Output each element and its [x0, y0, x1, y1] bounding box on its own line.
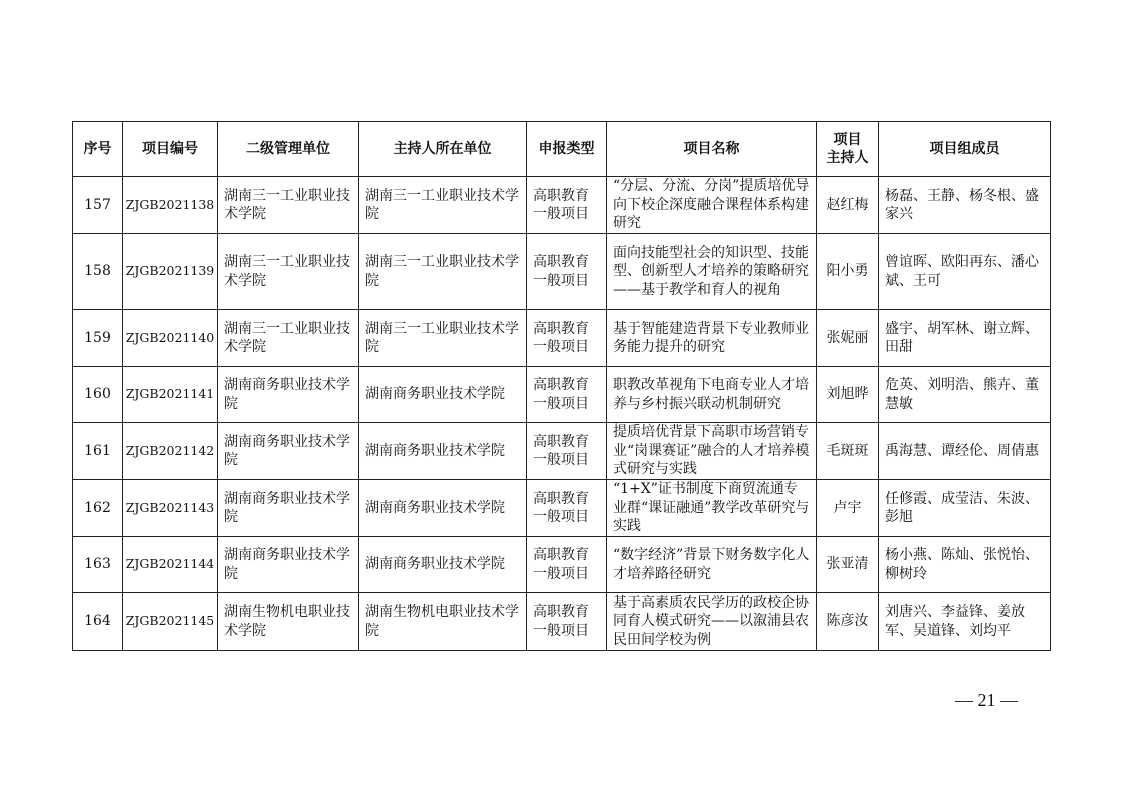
table-row [73, 234, 1051, 310]
table-row [73, 177, 1051, 234]
table-row [73, 310, 1051, 367]
header-host-line1: 项目 [833, 132, 862, 148]
cell-management-unit: 湖南商务职业技术学院 [218, 537, 359, 593]
cell-application-type: 高职教育一般项目 [527, 234, 607, 310]
cell-seq: 163 [73, 537, 123, 593]
cell-application-type: 高职教育一般项目 [527, 593, 607, 651]
cell-project-host: 刘旭晔 [817, 367, 879, 423]
cell-project-name: “数字经济”背景下财务数字化人才培养路径研究 [607, 537, 817, 593]
cell-project-host: 赵红梅 [817, 177, 879, 234]
cell-project-host: 卢宇 [817, 480, 879, 537]
cell-members: 危英、刘明浩、熊卉、董慧敏 [879, 367, 1051, 423]
cell-project-name: 基于高素质农民学历的政校企协同育人模式研究——以溆浦县农民田间学校为例 [607, 593, 817, 651]
cell-project-code: ZJGB2021145 [123, 593, 218, 651]
cell-project-name: 基于智能建造背景下专业教师业务能力提升的研究 [607, 310, 817, 367]
cell-project-host: 张妮丽 [817, 310, 879, 367]
cell-project-code: ZJGB2021143 [123, 480, 218, 537]
cell-members: 任修霞、成莹洁、朱波、彭旭 [879, 480, 1051, 537]
project-table [72, 121, 1051, 651]
header-seq: 序号 [73, 122, 123, 177]
table-row [73, 423, 1051, 480]
cell-members: 曾谊晖、欧阳再东、潘心斌、王可 [879, 234, 1051, 310]
cell-project-code: ZJGB2021139 [123, 234, 218, 310]
cell-host-unit: 湖南生物机电职业技术学院 [359, 593, 527, 651]
cell-host-unit: 湖南三一工业职业技术学院 [359, 310, 527, 367]
cell-management-unit: 湖南商务职业技术学院 [218, 423, 359, 480]
cell-project-code: ZJGB2021144 [123, 537, 218, 593]
header-host-unit: 主持人所在单位 [359, 122, 527, 177]
cell-members: 杨小燕、陈灿、张悦怡、柳树玲 [879, 537, 1051, 593]
cell-project-host: 张亚清 [817, 537, 879, 593]
cell-management-unit: 湖南商务职业技术学院 [218, 480, 359, 537]
cell-project-host: 阳小勇 [817, 234, 879, 310]
cell-management-unit: 湖南三一工业职业技术学院 [218, 234, 359, 310]
cell-management-unit: 湖南商务职业技术学院 [218, 367, 359, 423]
cell-project-code: ZJGB2021142 [123, 423, 218, 480]
cell-application-type: 高职教育一般项目 [527, 423, 607, 480]
table-row [73, 593, 1051, 651]
cell-seq: 159 [73, 310, 123, 367]
cell-project-name: 职教改革视角下电商专业人才培养与乡村振兴联动机制研究 [607, 367, 817, 423]
cell-management-unit: 湖南三一工业职业技术学院 [218, 177, 359, 234]
cell-seq: 160 [73, 367, 123, 423]
cell-project-host: 毛斑斑 [817, 423, 879, 480]
project-list-sheet [72, 121, 1050, 651]
cell-members: 禹海慧、谭经伦、周倩惠 [879, 423, 1051, 480]
cell-host-unit: 湖南三一工业职业技术学院 [359, 234, 527, 310]
cell-project-name: 提质培优背景下高职市场营销专业“岗课赛证”融合的人才培养模式研究与实践 [607, 423, 817, 480]
cell-project-name: “分层、分流、分岗”提质培优导向下校企深度融合课程体系构建研究 [607, 177, 817, 234]
cell-application-type: 高职教育一般项目 [527, 480, 607, 537]
cell-project-name: 面向技能型社会的知识型、技能型、创新型人才培养的策略研究——基于教学和育人的视角 [607, 234, 817, 310]
header-application-type: 申报类型 [527, 122, 607, 177]
cell-application-type: 高职教育一般项目 [527, 367, 607, 423]
cell-members: 盛宇、胡军林、谢立辉、田甜 [879, 310, 1051, 367]
cell-host-unit: 湖南商务职业技术学院 [359, 480, 527, 537]
page-number: — 21 — [955, 690, 1018, 710]
cell-seq: 162 [73, 480, 123, 537]
table-row [73, 367, 1051, 423]
header-project-name: 项目名称 [607, 122, 817, 177]
header-host-line2: 主持人 [826, 150, 869, 166]
cell-host-unit: 湖南商务职业技术学院 [359, 423, 527, 480]
header-project-code: 项目编号 [123, 122, 218, 177]
cell-seq: 158 [73, 234, 123, 310]
cell-seq: 157 [73, 177, 123, 234]
header-management-unit: 二级管理单位 [218, 122, 359, 177]
cell-project-code: ZJGB2021140 [123, 310, 218, 367]
cell-host-unit: 湖南商务职业技术学院 [359, 367, 527, 423]
table-header-row [73, 122, 1051, 177]
cell-application-type: 高职教育一般项目 [527, 537, 607, 593]
cell-members: 杨磊、王静、杨冬根、盛家兴 [879, 177, 1051, 234]
cell-host-unit: 湖南商务职业技术学院 [359, 537, 527, 593]
cell-project-host: 陈彦汝 [817, 593, 879, 651]
cell-members: 刘唐兴、李益锋、姜放军、吴道锋、刘均平 [879, 593, 1051, 651]
cell-application-type: 高职教育一般项目 [527, 177, 607, 234]
table-row [73, 480, 1051, 537]
cell-application-type: 高职教育一般项目 [527, 310, 607, 367]
cell-seq: 164 [73, 593, 123, 651]
cell-project-name: “1+X”证书制度下商贸流通专业群“课证融通”教学改革研究与实践 [607, 480, 817, 537]
header-project-host [817, 122, 879, 177]
cell-management-unit: 湖南三一工业职业技术学院 [218, 310, 359, 367]
cell-management-unit: 湖南生物机电职业技术学院 [218, 593, 359, 651]
cell-seq: 161 [73, 423, 123, 480]
header-members: 项目组成员 [879, 122, 1051, 177]
cell-project-code: ZJGB2021138 [123, 177, 218, 234]
table-row [73, 537, 1051, 593]
cell-project-code: ZJGB2021141 [123, 367, 218, 423]
cell-host-unit: 湖南三一工业职业技术学院 [359, 177, 527, 234]
